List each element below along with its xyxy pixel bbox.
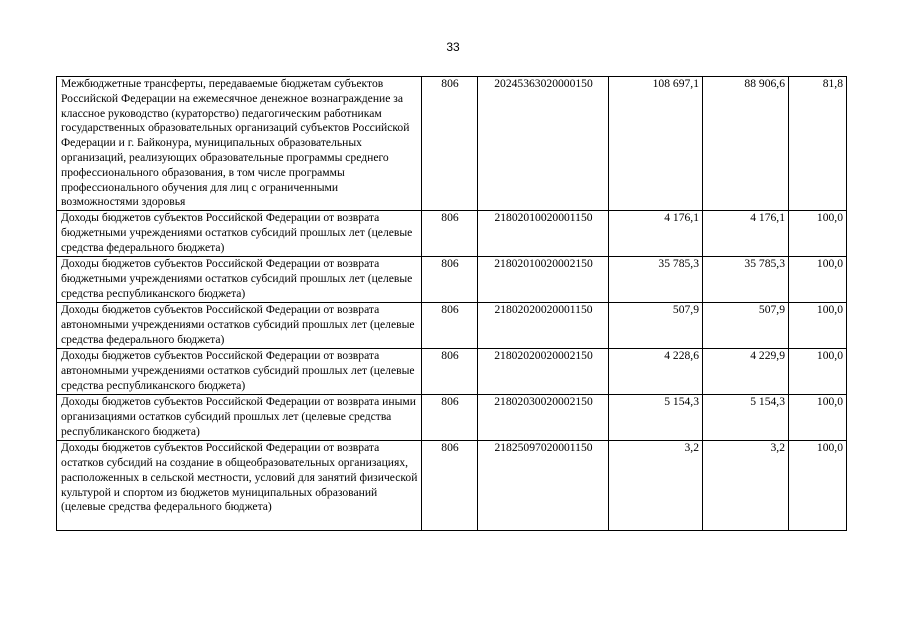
administrator-code: 806 (422, 303, 478, 349)
planned-amount: 4 176,1 (609, 211, 703, 257)
actual-amount: 3,2 (703, 441, 789, 531)
execution-percent: 100,0 (789, 349, 847, 395)
actual-amount: 507,9 (703, 303, 789, 349)
table-row (57, 395, 847, 441)
income-description: Доходы бюджетов субъектов Российской Федерации от возврата автономными учреждениями остатков субсидий прошлых лет (целевые средства республиканского бюджета) (57, 349, 422, 395)
actual-amount: 88 906,6 (703, 77, 789, 211)
actual-amount: 4 229,9 (703, 349, 789, 395)
administrator-code: 806 (422, 349, 478, 395)
planned-amount: 507,9 (609, 303, 703, 349)
income-description: Доходы бюджетов субъектов Российской Федерации от возврата бюджетными учреждениями остатков субсидий прошлых лет (целевые средства федерального бюджета) (57, 211, 422, 257)
income-description: Межбюджетные трансферты, передаваемые бюджетам субъектов Российской Федерации на ежемесячное денежное вознаграждение за классное руководство (кураторство) педагогическим работникам государственных образовательных организаций субъектов Российской Федерации и г. Байконура, муниципальных образовательных организаций, реализующих образовательные программы среднего профессионального образования, в том числе программы профессионального обучения для лиц с ограниченными возможностями здоровья (57, 77, 422, 211)
table-row (57, 303, 847, 349)
income-description: Доходы бюджетов субъектов Российской Федерации от возврата автономными учреждениями остатков субсидий прошлых лет (целевые средства федерального бюджета) (57, 303, 422, 349)
execution-percent: 81,8 (789, 77, 847, 211)
planned-amount: 5 154,3 (609, 395, 703, 441)
budget-classification-code: 20245363020000150 (478, 77, 609, 211)
planned-amount: 108 697,1 (609, 77, 703, 211)
table-row (57, 77, 847, 211)
page-number: 33 (446, 40, 460, 54)
administrator-code: 806 (422, 441, 478, 531)
table-row (57, 211, 847, 257)
planned-amount: 35 785,3 (609, 257, 703, 303)
income-description: Доходы бюджетов субъектов Российской Федерации от возврата бюджетными учреждениями остатков субсидий прошлых лет (целевые средства республиканского бюджета) (57, 257, 422, 303)
administrator-code: 806 (422, 395, 478, 441)
table-row (57, 349, 847, 395)
budget-classification-code: 21825097020001150 (478, 441, 609, 531)
income-description: Доходы бюджетов субъектов Российской Федерации от возврата иными организациями остатков субсидий прошлых лет (целевые средства республиканского бюджета) (57, 395, 422, 441)
execution-percent: 100,0 (789, 257, 847, 303)
revenue-table (56, 76, 847, 531)
budget-classification-code: 21802010020002150 (478, 257, 609, 303)
budget-classification-code: 21802010020001150 (478, 211, 609, 257)
budget-classification-code: 21802030020002150 (478, 395, 609, 441)
execution-percent: 100,0 (789, 211, 847, 257)
planned-amount: 3,2 (609, 441, 703, 531)
administrator-code: 806 (422, 211, 478, 257)
budget-classification-code: 21802020020001150 (478, 303, 609, 349)
administrator-code: 806 (422, 257, 478, 303)
budget-classification-code: 21802020020002150 (478, 349, 609, 395)
actual-amount: 4 176,1 (703, 211, 789, 257)
actual-amount: 35 785,3 (703, 257, 789, 303)
execution-percent: 100,0 (789, 395, 847, 441)
administrator-code: 806 (422, 77, 478, 211)
actual-amount: 5 154,3 (703, 395, 789, 441)
execution-percent: 100,0 (789, 303, 847, 349)
execution-percent: 100,0 (789, 441, 847, 531)
table-row (57, 441, 847, 531)
planned-amount: 4 228,6 (609, 349, 703, 395)
table-row (57, 257, 847, 303)
income-description: Доходы бюджетов субъектов Российской Федерации от возврата остатков субсидий на создание в общеобразовательных организациях, расположенных в сельской местности, условий для занятий физической культурой и спортом из бюджетов муниципальных образований (целевые средства федерального бюджета) (57, 441, 422, 531)
